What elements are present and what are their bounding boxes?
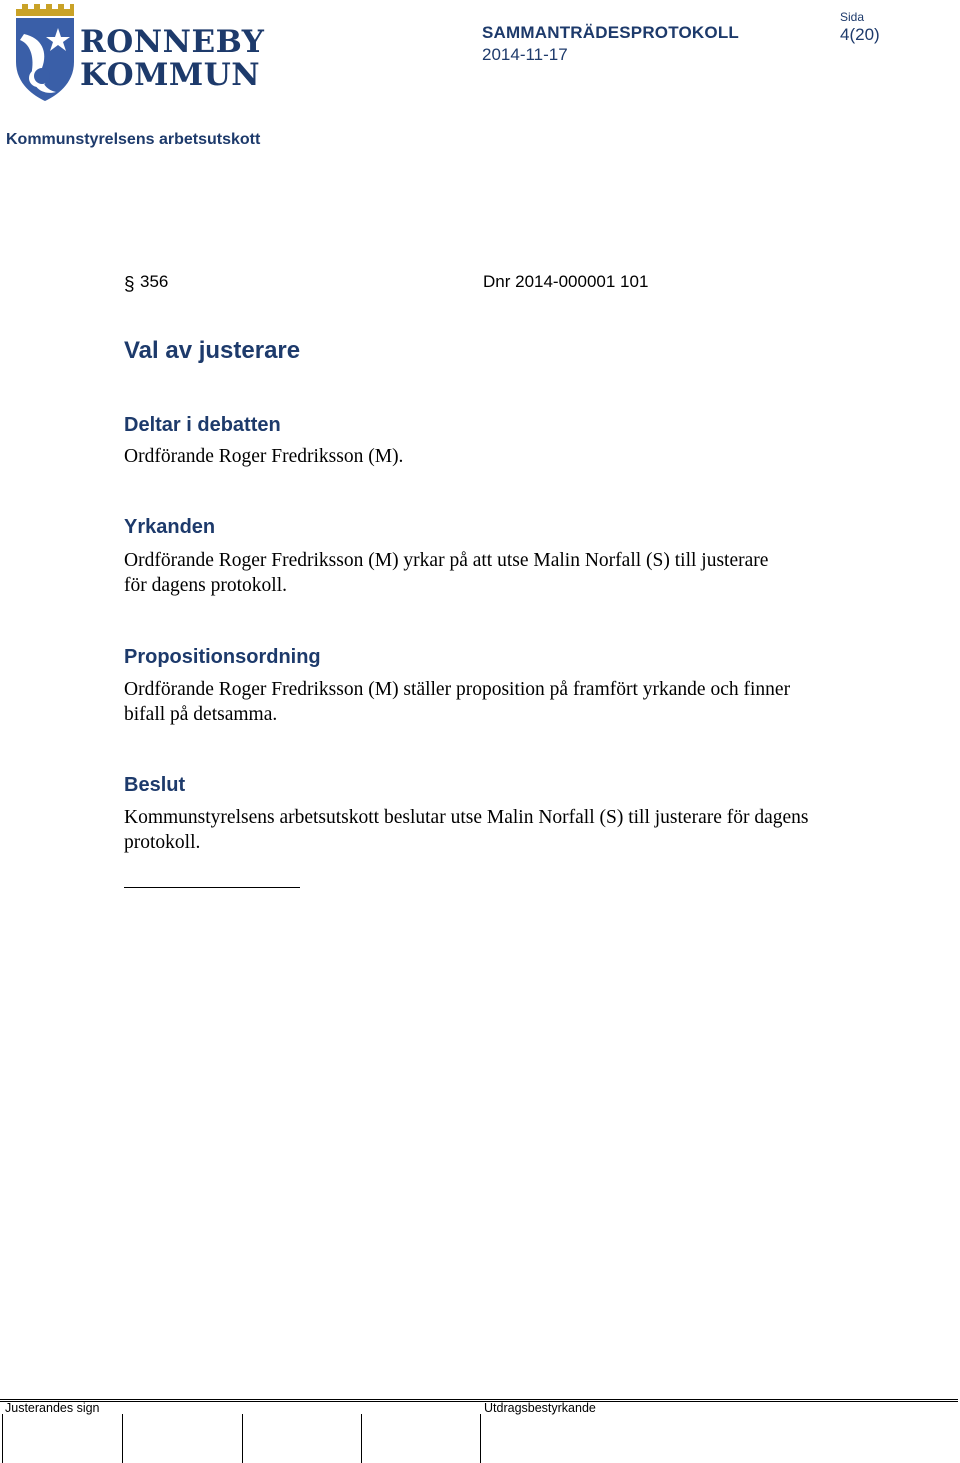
page-title: Val av justerare [124, 337, 301, 364]
signature-box-divider [480, 1414, 481, 1463]
text-propositionsordning: Ordförande Roger Fredriksson (M) ställer proposition på framfört yrkande och finner bifall på detsamma. [124, 679, 791, 725]
footer-divider-2 [0, 1401, 958, 1402]
text-deltar-i-debatten: Ordförande Roger Fredriksson (M). [124, 446, 404, 467]
text-yrkanden: Ordförande Roger Fredriksson (M) yrkar på att utse Malin Norfall (S) till justerare för dagens protokoll. [124, 550, 769, 596]
signatures-label: Justerandes sign [5, 1401, 100, 1415]
signature-box-divider [2, 1414, 3, 1463]
heading-beslut: Beslut [124, 774, 186, 796]
signature-box-divider [122, 1414, 123, 1463]
heading-propositionsordning: Propositionsordning [124, 646, 321, 668]
document-type: SAMMANTRÄDESPROTOKOLL [482, 23, 739, 42]
diary-number: Dnr 2014-000001 101 [483, 272, 649, 291]
footer-divider [0, 1399, 958, 1400]
logo-wordmark [80, 26, 264, 92]
logo-line-2: KOMMUN [80, 57, 261, 93]
signature-box-divider [361, 1414, 362, 1463]
text-beslut: Kommunstyrelsens arbetsutskott beslutar utse Malin Norfall (S) till justerare för dagens protokoll. [124, 807, 809, 853]
extract-certification-label: Utdragsbestyrkande [484, 1401, 596, 1415]
section-sign: § [124, 274, 135, 295]
committee-name: Kommunstyrelsens arbetsutskott [6, 131, 261, 148]
page-number: 4(20) [840, 25, 880, 44]
document-date: 2014-11-17 [482, 45, 568, 64]
paragraph-number: 356 [140, 272, 169, 291]
signature-footer [0, 1399, 960, 1463]
page-label: Sida [840, 10, 865, 24]
heading-deltar-i-debatten: Deltar i debatten [124, 414, 281, 436]
heading-yrkanden: Yrkanden [124, 516, 216, 538]
paragraph-reference [124, 271, 724, 295]
signature-box-divider [242, 1414, 243, 1463]
logo-line-1: RONNEBY [80, 24, 265, 60]
municipality-logo [12, 4, 264, 104]
end-rule [124, 887, 300, 888]
ronneby-coat-of-arms-icon [12, 4, 78, 102]
